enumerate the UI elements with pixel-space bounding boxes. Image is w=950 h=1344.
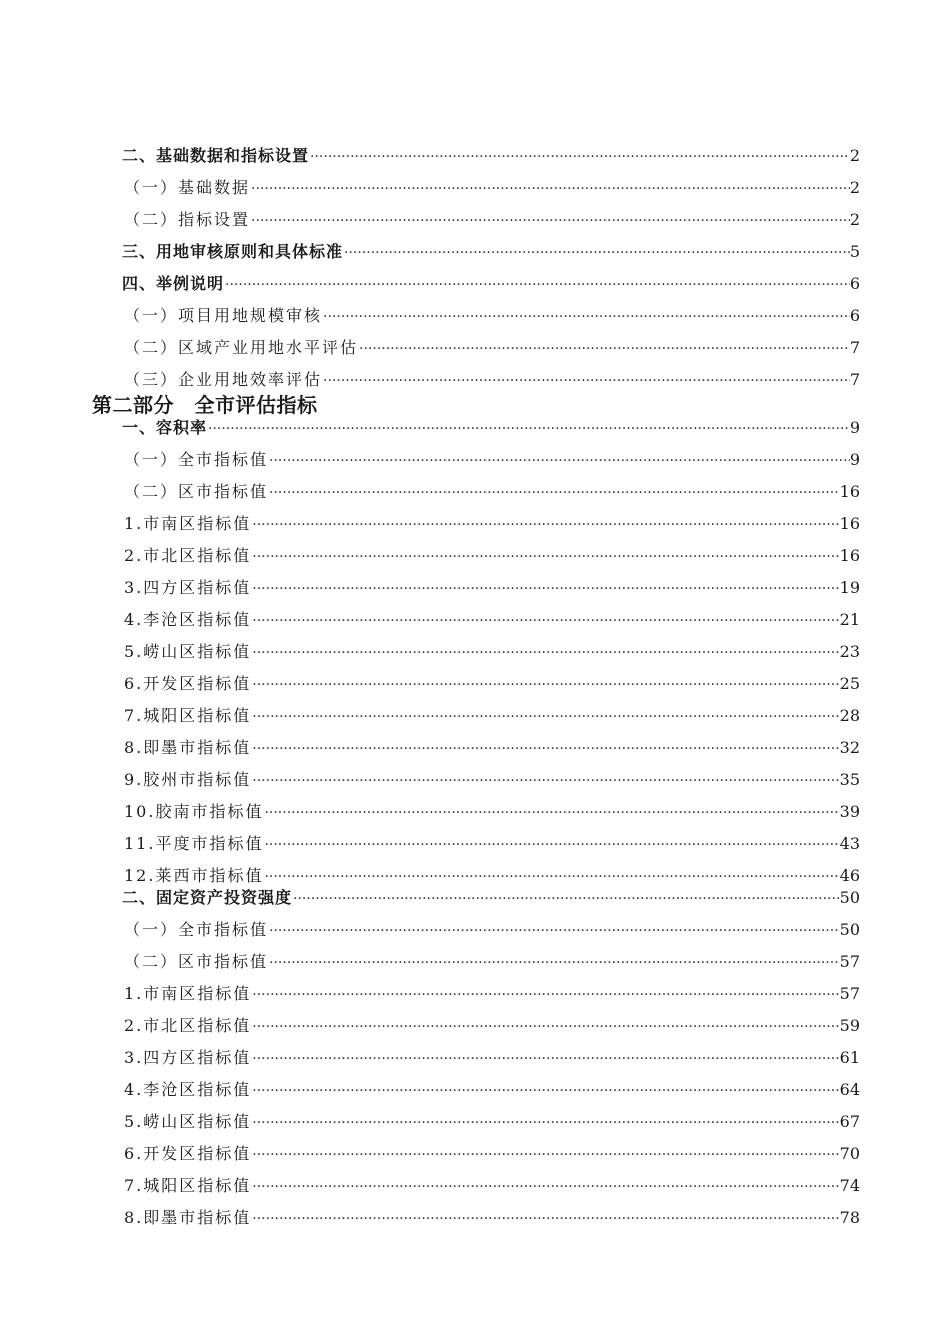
dot-leader: [251, 610, 839, 632]
toc-entry-page-number: 2: [849, 178, 860, 197]
toc-entry: [122, 241, 860, 264]
toc-entry: [122, 887, 860, 910]
dot-leader: [224, 274, 850, 296]
toc-entry-label: 二、基础数据和指标设置: [122, 146, 310, 165]
toc-entry: [122, 417, 860, 440]
toc-entry-label: （二）指标设置: [124, 210, 251, 229]
toc-entry-label: 5.崂山区指标值: [124, 642, 252, 661]
dot-leader: [251, 1112, 839, 1134]
toc-entry-page-number: 28: [839, 706, 860, 725]
dot-leader: [251, 642, 839, 664]
toc-entry: [124, 481, 860, 504]
dot-leader: [322, 306, 850, 328]
dot-leader: [251, 1176, 839, 1198]
dot-leader: [251, 1016, 839, 1038]
toc-entry-page-number: 9: [849, 418, 860, 437]
toc-entry: [122, 273, 860, 296]
dot-leader: [268, 920, 840, 942]
toc-entry: [124, 513, 860, 536]
toc-entry-page-number: 6: [849, 306, 860, 325]
toc-entry-label: （一）基础数据: [124, 178, 251, 197]
toc-entry: [124, 919, 860, 942]
toc-entry: [124, 769, 860, 792]
toc-entry: [124, 577, 860, 600]
toc-entry-label: （一）全市指标值: [124, 450, 269, 469]
toc-entry-label: 8.即墨市指标值: [124, 738, 252, 757]
toc-entry-label: 一、容积率: [122, 418, 208, 437]
toc-entry: [124, 737, 860, 760]
toc-entry-label: 2.市北区指标值: [124, 546, 252, 565]
toc-entry-page-number: 16: [839, 482, 860, 501]
toc-entry: [124, 1143, 860, 1166]
toc-entry: [124, 1079, 860, 1102]
toc-entry-page-number: 23: [839, 642, 860, 661]
toc-entry-label: 4.李沧区指标值: [124, 1080, 252, 1099]
toc-entry: [124, 1111, 860, 1134]
toc-entry-label: 7.城阳区指标值: [124, 1176, 252, 1195]
toc-entry-label: 二、固定资产投资强度: [122, 888, 293, 907]
toc-entry-label: 9.胶州市指标值: [124, 770, 252, 789]
toc-entry: [124, 1207, 860, 1230]
toc-entry-page-number: 46: [839, 866, 860, 885]
toc-entry-label: 5.崂山区指标值: [124, 1112, 252, 1131]
dot-leader: [250, 178, 850, 200]
toc-entry-page-number: 59: [839, 1016, 860, 1035]
dot-leader: [251, 738, 839, 760]
toc-entry-page-number: 16: [839, 546, 860, 565]
toc-entry-label: 6.开发区指标值: [124, 1144, 252, 1163]
toc-entry-page-number: 43: [839, 834, 860, 853]
dot-leader: [292, 888, 840, 910]
toc-entry-page-number: 57: [839, 984, 860, 1003]
dot-leader: [263, 866, 839, 888]
toc-entry-page-number: 39: [839, 802, 860, 821]
dot-leader: [250, 210, 850, 232]
toc-entry: [124, 705, 860, 728]
part-heading: 第二部分 全市评估指标: [92, 393, 318, 417]
toc-entry: [124, 1015, 860, 1038]
toc-entry-page-number: 21: [839, 610, 860, 629]
toc-entry: [124, 801, 860, 824]
toc-entry-page-number: 57: [839, 952, 860, 971]
toc-entry: [124, 609, 860, 632]
dot-leader: [207, 418, 850, 440]
dot-leader: [358, 338, 850, 360]
toc-entry-page-number: 2: [849, 210, 860, 229]
dot-leader: [263, 834, 839, 856]
toc-entry-page-number: 78: [839, 1208, 860, 1227]
toc-entry-page-number: 67: [839, 1112, 860, 1131]
toc-entry: [124, 641, 860, 664]
toc-entry: [124, 177, 860, 200]
toc-entry: [124, 1175, 860, 1198]
toc-entry: [124, 209, 860, 232]
toc-entry-label: 10.胶南市指标值: [124, 802, 264, 821]
dot-leader: [309, 146, 850, 168]
toc-entry: [124, 1047, 860, 1070]
toc-entry-label: 三、用地审核原则和具体标准: [122, 242, 344, 261]
toc-entry: [124, 865, 860, 888]
toc-entry-page-number: 5: [849, 242, 860, 261]
toc-entry-label: 1.市南区指标值: [124, 514, 252, 533]
toc-entry-label: 四、举例说明: [122, 274, 225, 293]
toc-entry: [124, 369, 860, 392]
dot-leader: [251, 770, 839, 792]
dot-leader: [263, 802, 839, 824]
toc-entry: [124, 673, 860, 696]
toc-entry-page-number: 70: [839, 1144, 860, 1163]
toc-entry-page-number: 9: [849, 450, 860, 469]
dot-leader: [251, 514, 839, 536]
toc-entry-page-number: 7: [849, 370, 860, 389]
toc-entry-page-number: 74: [839, 1176, 860, 1195]
dot-leader: [251, 578, 839, 600]
toc-entry-label: 3.四方区指标值: [124, 1048, 252, 1067]
toc-entry-page-number: 19: [839, 578, 860, 597]
toc-entry-label: 2.市北区指标值: [124, 1016, 252, 1035]
dot-leader: [251, 674, 839, 696]
dot-leader: [268, 450, 850, 472]
toc-entry-page-number: 25: [839, 674, 860, 693]
dot-leader: [251, 546, 839, 568]
toc-entry-page-number: 6: [849, 274, 860, 293]
toc-entry-label: 3.四方区指标值: [124, 578, 252, 597]
toc-entry: [124, 337, 860, 360]
toc-entry-page-number: 7: [849, 338, 860, 357]
toc-entry-page-number: 50: [839, 920, 860, 939]
toc-entry-page-number: 50: [839, 888, 860, 907]
toc-entry-page-number: 32: [839, 738, 860, 757]
toc-entry-page-number: 64: [839, 1080, 860, 1099]
toc-entry-page-number: 35: [839, 770, 860, 789]
toc-entry-label: （二）区市指标值: [124, 482, 269, 501]
toc-entry-label: 4.李沧区指标值: [124, 610, 252, 629]
dot-leader: [251, 1080, 839, 1102]
toc-entry-label: （一）全市指标值: [124, 920, 269, 939]
toc-entry-label: （二）区域产业用地水平评估: [124, 338, 359, 357]
dot-leader: [268, 952, 840, 974]
toc-entry: [124, 983, 860, 1006]
toc-entry-label: 11.平度市指标值: [124, 834, 264, 853]
toc-entry-label: 1.市南区指标值: [124, 984, 252, 1003]
toc-entry-label: （二）区市指标值: [124, 952, 269, 971]
dot-leader: [251, 1208, 839, 1230]
toc-entry: [124, 833, 860, 856]
toc-entry: [122, 145, 860, 168]
toc-entry-page-number: 2: [849, 146, 860, 165]
toc-entry: [124, 545, 860, 568]
toc-entry: [124, 449, 860, 472]
dot-leader: [322, 370, 850, 392]
dot-leader: [251, 984, 839, 1006]
dot-leader: [251, 1048, 839, 1070]
toc-entry-page-number: 61: [839, 1048, 860, 1067]
dot-leader: [251, 706, 839, 728]
dot-leader: [343, 242, 850, 264]
toc-entry: [124, 305, 860, 328]
toc-entry-label: 7.城阳区指标值: [124, 706, 252, 725]
toc-entry-label: 8.即墨市指标值: [124, 1208, 252, 1227]
toc-entry-label: （一）项目用地规模审核: [124, 306, 323, 325]
toc-entry-label: 6.开发区指标值: [124, 674, 252, 693]
dot-leader: [268, 482, 840, 504]
dot-leader: [251, 1144, 839, 1166]
toc-entry-page-number: 16: [839, 514, 860, 533]
toc-entry-label: （三）企业用地效率评估: [124, 370, 323, 389]
toc-entry-label: 12.莱西市指标值: [124, 866, 264, 885]
toc-entry: [124, 951, 860, 974]
